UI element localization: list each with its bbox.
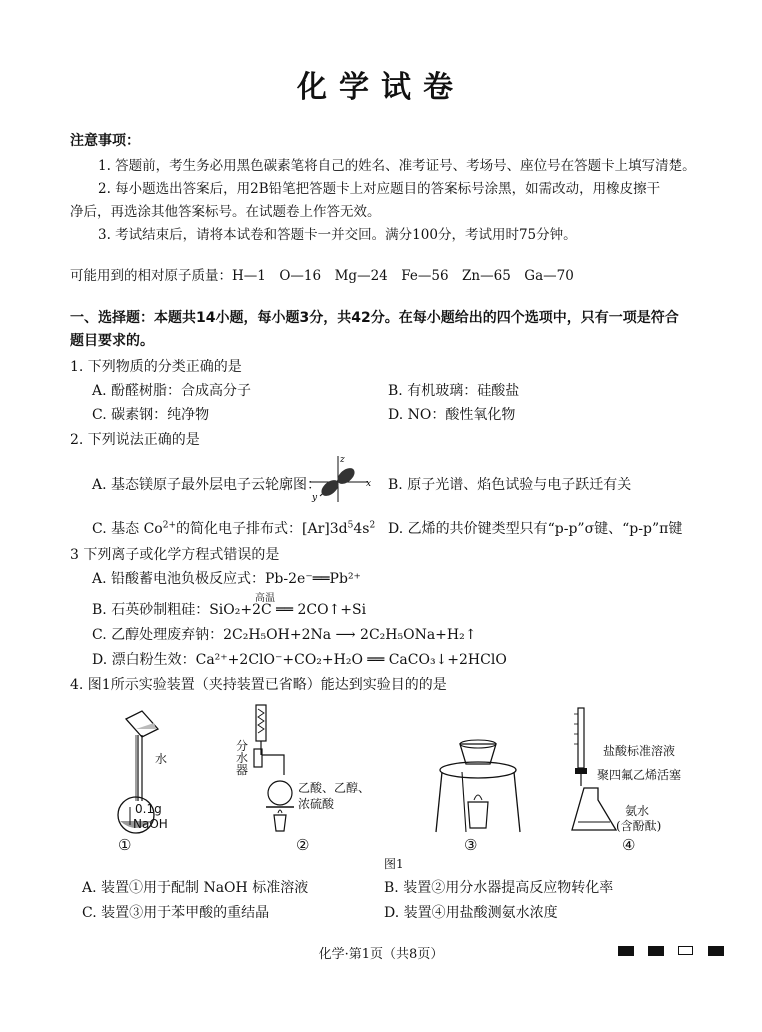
q1-stem: 1. 下列物质的分类正确的是: [70, 359, 242, 375]
q4-stem: 4. 图1所示实验装置（夹持装置已省略）能达到实验目的的是: [70, 677, 447, 693]
notice-item-3: 3. 考试结束后，请将本试卷和答题卡一并交回。满分100分，考试用时75分钟。: [98, 227, 577, 243]
q3-option-d: D. 漂白粉生效：Ca²⁺+2ClO⁻+CO₂+H₂O ══ CaCO₃↓+2HClO: [92, 652, 507, 668]
page-title: 化学试卷: [297, 70, 465, 105]
notice-item-1: 1. 答题前，考生务必用黑色碳素笔将自己的姓名、准考证号、考场号、座位号在答题卡上填写清楚。: [98, 158, 696, 174]
apparatus-2-water-separator: [240, 697, 320, 837]
axis-y-label: y: [312, 493, 318, 503]
axis-z-label: z: [340, 455, 345, 465]
q3-option-a: A. 铅酸蓄电池负极反应式：Pb-2e⁻══Pb²⁺: [92, 571, 361, 587]
q4-option-b: B. 装置②用分水器提高反应物转化率: [384, 880, 614, 896]
footer-mark-1: [618, 946, 634, 956]
q4-option-c: C. 装置③用于苯甲酸的重结晶: [82, 905, 270, 921]
axis-x-label: x: [366, 479, 372, 489]
app2-sep-char-3: 器: [236, 763, 249, 777]
q2-option-d: D. 乙烯的共价键类型只有“p-p”σ键、“p-p”π键: [388, 521, 683, 537]
app4-valve-label: 聚四氟乙烯活塞: [597, 768, 682, 782]
app4-ammonia-label: 氨水: [625, 804, 650, 818]
q2-c-sup-d: 5: [347, 520, 354, 531]
q3-stem: 3 下列离子或化学方程式错误的是: [70, 547, 280, 563]
app2-reagent-line1: 乙酸、乙醇、: [298, 781, 371, 795]
app4-indicator-label: (含酚酞): [616, 819, 662, 833]
figure-label: 图1: [384, 857, 404, 871]
q1-option-d: D. NO：酸性氧化物: [388, 407, 516, 423]
q4-option-a: A. 装置①用于配制 NaOH 标准溶液: [82, 880, 309, 896]
q1-option-b: B. 有机玻璃：硅酸盐: [388, 383, 520, 399]
q3-b-condition: 高温: [255, 593, 275, 604]
q2-c-text3: 4s: [353, 521, 370, 537]
q1-option-c: C. 碳素钢：纯净物: [92, 407, 210, 423]
app1-mass-label: 0.1g: [135, 802, 162, 816]
q2-stem: 2. 下列说法正确的是: [70, 432, 200, 448]
q2-c-charge: 2+: [162, 520, 176, 531]
apparatus-number-2: ②: [296, 836, 310, 854]
electron-cloud-diagram: [302, 452, 374, 504]
apparatus-number-4: ④: [622, 836, 636, 854]
q2-c-text2: 的简化电子排布式：[Ar]3d: [176, 521, 348, 537]
footer-mark-3: [678, 946, 693, 955]
atomic-masses: 可能用到的相对原子质量：H—1 O—16 Mg—24 Fe—56 Zn—65 Ga—70: [70, 268, 574, 284]
q4-option-d: D. 装置④用盐酸测氨水浓度: [384, 905, 558, 921]
apparatus-number-3: ③: [464, 836, 478, 854]
q1-option-a: A. 酚醛树脂：合成高分子: [92, 383, 252, 399]
app2-separator-label: [236, 740, 248, 776]
q3-option-b: B. 石英砂制粗硅：SiO₂+2C ══ 2CO↑+Si: [92, 602, 367, 618]
app1-naoh-label: NaOH: [133, 817, 168, 831]
app2-reagent-line2: 浓硫酸: [298, 797, 335, 811]
app2-sep-char-1: 分: [236, 739, 249, 753]
q2-option-a: A. 基态镁原子最外层电子云轮廓图：: [92, 477, 322, 493]
notice-item-2-cont: 净后，再选涂其他答案标号。在试题卷上作答无效。: [70, 204, 381, 220]
section1-heading: 一、选择题：本题共14小题，每小题3分，共42分。在每小题给出的四个选项中，只有一项是符合: [70, 310, 679, 326]
app2-sep-char-2: 水: [236, 751, 249, 765]
apparatus-number-1: ①: [118, 836, 132, 854]
q2-option-c: [92, 518, 375, 538]
app1-water-label: 水: [155, 752, 168, 766]
footer-mark-2: [648, 946, 664, 956]
q2-c-sup-s: 2: [369, 520, 376, 531]
q3-option-c: C. 乙醇处理废弃钠：2C₂H₅OH+2Na ⟶ 2C₂H₅ONa+H₂↑: [92, 627, 477, 643]
app4-standard-label: 盐酸标准溶液: [603, 744, 676, 758]
notice-heading: 注意事项：: [70, 133, 140, 149]
notice-item-2: 2. 每小题选出答案后，用2B铅笔把答题卡上对应题目的答案标号涂黑，如需改动，用橡皮擦干: [98, 181, 661, 197]
apparatus-3-recrystallization: [432, 732, 524, 836]
q2-c-text: C. 基态 Co: [92, 521, 163, 537]
page-footer: 化学·第1页（共8页）: [318, 947, 444, 962]
footer-mark-4: [708, 946, 724, 956]
q2-option-b: B. 原子光谱、焰色试验与电子跃迁有关: [388, 477, 632, 493]
section1-heading-cont: 题目要求的。: [70, 333, 154, 349]
